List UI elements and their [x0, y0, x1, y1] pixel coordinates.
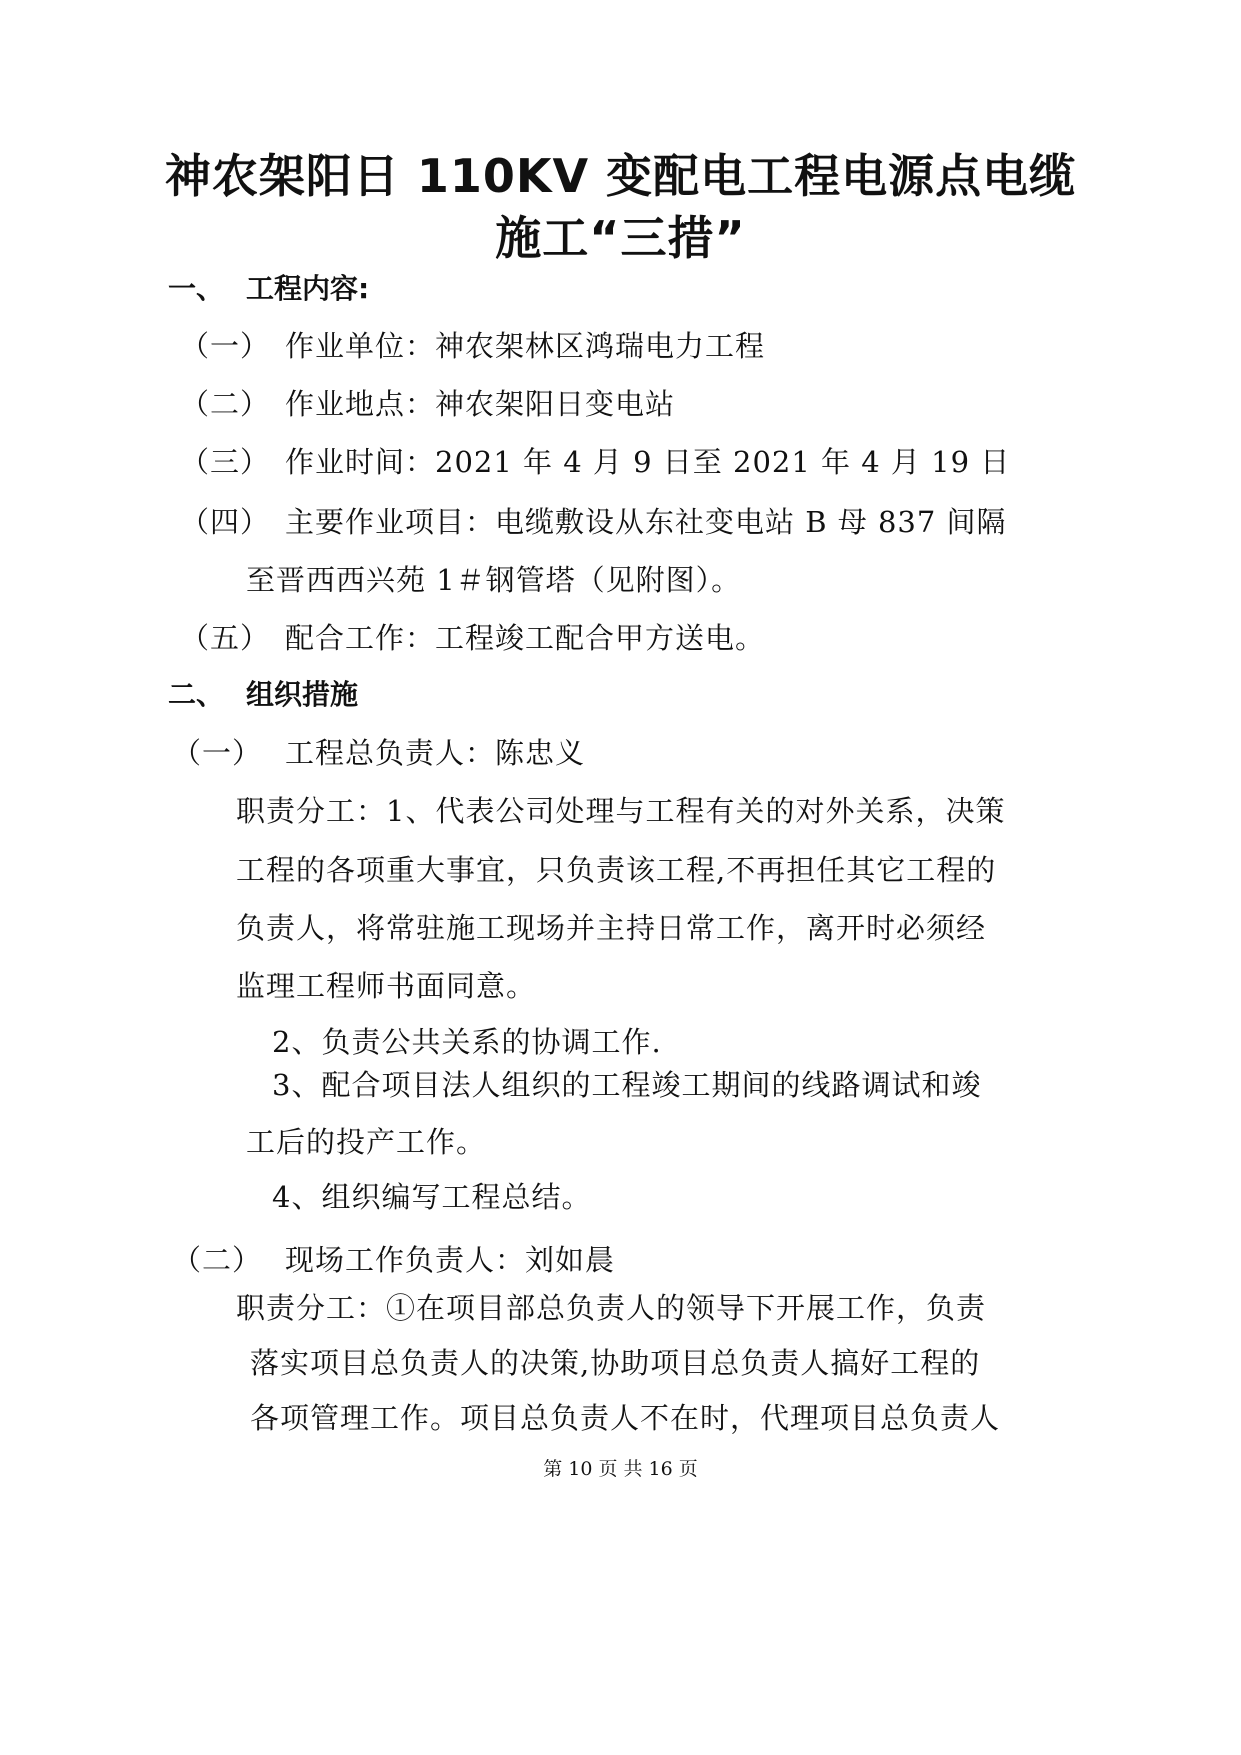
person2-title: 现场工作负责人：刘如晨: [285, 1243, 616, 1277]
person1-title: 工程总负责人：陈忠义: [285, 736, 586, 770]
person1-duty-line: 4、组织编写工程总结。: [272, 1180, 592, 1214]
person2-duty-line: 各项管理工作。项目总负责人不在时，代理项目总负责人: [250, 1401, 1001, 1435]
person1-duty-line: 工程的各项重大事宜，只负责该工程,不再担任其它工程的: [236, 853, 997, 887]
person1-duty-line: 2、负责公共关系的协调工作.: [272, 1025, 662, 1059]
item2-number: （二）: [180, 387, 271, 421]
document-title-line1: 神农架阳日 110KV 变配电工程电源点电缆: [164, 149, 1077, 203]
person1-duty-line: 3、配合项目法人组织的工程竣工期间的线路调试和竣: [272, 1068, 982, 1102]
item4-continuation: 至晋西西兴苑 1＃钢管塔（见附图）。: [246, 563, 742, 597]
item5-number: （五）: [180, 621, 271, 655]
person2-duty-line: 职责分工：①在项目部总负责人的领导下开展工作，负责: [236, 1291, 987, 1325]
page-number-footer: 第 10 页 共 16 页: [543, 1458, 698, 1480]
person1-duty-line: 监理工程师书面同意。: [236, 969, 537, 1003]
item1-text: 作业单位：神农架林区鸿瑞电力工程: [285, 329, 766, 363]
item4-number: （四）: [180, 505, 271, 539]
person1-duty-line: 职责分工：1、代表公司处理与工程有关的对外关系，决策: [236, 794, 1006, 828]
item3-text: 作业时间：2021 年 4 月 9 日至 2021 年 4 月 19 日: [285, 445, 1011, 479]
person2-duty-line: 落实项目总负责人的决策,协助项目总负责人搞好工程的: [250, 1346, 981, 1380]
person1-duty-line: 工后的投产工作。: [246, 1125, 487, 1159]
person2-number: （二）: [172, 1243, 263, 1277]
document-title-line2: 施工“三措”: [495, 211, 746, 265]
section1-heading: 工程内容:: [246, 272, 370, 305]
person1-number: （一）: [172, 736, 263, 770]
item3-number: （三）: [180, 445, 271, 479]
section2-heading: 组织措施: [246, 678, 359, 711]
item4-text: 主要作业项目：电缆敷设从东社变电站 B 母 837 间隔: [285, 505, 1007, 539]
section2-number: 二、: [168, 678, 225, 711]
item1-number: （一）: [180, 329, 271, 363]
item2-text: 作业地点：神农架阳日变电站: [285, 387, 676, 421]
section1-number: 一、: [168, 272, 225, 305]
person1-duty-line: 负责人，将常驻施工现场并主持日常工作，离开时必须经: [236, 911, 987, 945]
item5-text: 配合工作：工程竣工配合甲方送电。: [285, 621, 766, 655]
